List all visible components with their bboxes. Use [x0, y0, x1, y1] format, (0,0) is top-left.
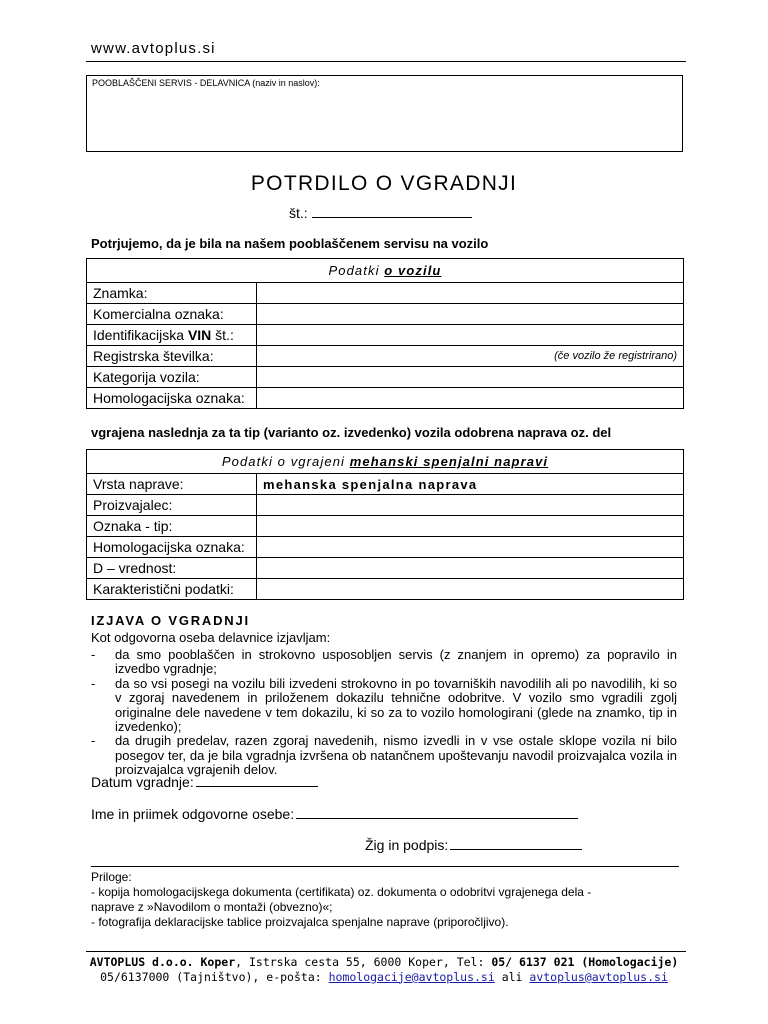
device-model-label: Oznaka - tip: — [87, 516, 257, 537]
list-item: naprave z »Navodilom o montaži (obvezno)«; — [91, 900, 333, 914]
table-row — [87, 537, 684, 558]
vehicle-vin-label: Identifikacijska VIN št.: — [87, 325, 257, 346]
responsible-person-label: Ime in priimek odgovorne osebe: — [91, 806, 295, 822]
vehicle-commercial-field[interactable] — [257, 304, 684, 325]
device-type-label: Vrsta naprave: — [87, 474, 257, 495]
stamp-signature — [365, 837, 582, 853]
vehicle-homologation-label: Homologacijska oznaka: — [87, 388, 257, 409]
list-item: - fotografija deklaracijske tablice proizvajalca spenjalne naprave (priporočljivo). — [91, 915, 509, 929]
device-d-value-label: D – vrednost: — [87, 558, 257, 579]
list-item: - da so vsi posegi na vozilu bili izvedeni strokovno in po tovarniških navodilih ali po navodilih, ki so v zgoraj navedenem in priloženem dokazilu tehnične odobritve. V vozilo smo vgradili zgolj originalne dele navedene v tem dokazilu, ki so za to vozilo homologirani (glede na znamko, tip in izvedenko); — [91, 675, 677, 735]
registration-note: (če vozilo že registrirano) — [554, 350, 677, 362]
list-item: - kopija homologacijskega dokumenta (certifikata) oz. dokumenta o odobritvi vgrajenega dela - — [91, 885, 592, 899]
device-type-value: mehanska spenjalna naprava — [263, 477, 478, 492]
table-row — [87, 579, 684, 600]
device-table-heading: Podatki o vgrajeni mehanski spenjalni napravi — [87, 450, 684, 474]
footer-line-1: AVTOPLUS d.o.o. Koper, Istrska cesta 55, 6000 Koper, Tel: 05/ 6137 021 (Homologacije) — [89, 955, 679, 969]
intro-statement: Potrjujemo, da je bila na našem pooblaščenem servisu na vozilo — [91, 236, 489, 251]
vehicle-table-heading: Podatki o vozilu — [87, 259, 684, 283]
table-row — [87, 367, 684, 388]
vehicle-commercial-label: Komercialna oznaka: — [87, 304, 257, 325]
attachments-divider — [91, 866, 679, 867]
service-info-label: POOBLAŠČENI SERVIS - DELAVNICA (naziv in naslov): — [92, 78, 320, 88]
stamp-signature-field[interactable] — [450, 837, 582, 850]
installation-date — [91, 774, 318, 790]
table-row — [87, 495, 684, 516]
vehicle-category-label: Kategorija vozila: — [87, 367, 257, 388]
device-homologation-field[interactable] — [257, 537, 684, 558]
vehicle-data-table — [86, 258, 684, 409]
device-characteristics-field[interactable] — [257, 579, 684, 600]
device-characteristics-label: Karakteristični podatki: — [87, 579, 257, 600]
vehicle-vin-field[interactable] — [257, 325, 684, 346]
footer-company: AVTOPLUS d.o.o. Koper — [89, 955, 236, 969]
attachments — [91, 870, 591, 930]
device-manufacturer-field[interactable] — [257, 495, 684, 516]
header-divider — [86, 61, 686, 62]
device-data-table — [86, 449, 684, 600]
footer-divider — [86, 951, 686, 952]
table-row — [87, 304, 684, 325]
table-row — [87, 346, 684, 367]
document-title: POTRDILO O VGRADNJI — [250, 172, 518, 195]
device-intro-statement: vgrajena naslednja za ta tip (varianto oz. izvedenko) vozila odobrena naprava oz. del — [91, 425, 612, 440]
installation-date-field[interactable] — [196, 774, 318, 787]
device-d-value-field[interactable] — [257, 558, 684, 579]
table-row — [87, 325, 684, 346]
service-info-box[interactable] — [86, 75, 683, 152]
footer-line-2: 05/6137000 (Tajništvo), e-pošta: homologacije@avtoplus.si ali avtoplus@avtoplus.si — [100, 969, 668, 984]
declaration-title: IZJAVA O VGRADNJI — [91, 613, 250, 628]
responsible-person-field[interactable] — [296, 806, 578, 819]
declaration-list — [91, 648, 677, 778]
table-row — [87, 558, 684, 579]
footer-phone: 05/ 6137 021 (Homologacije) — [491, 955, 679, 969]
footer — [0, 955, 768, 984]
stamp-signature-label: Žig in podpis: — [365, 837, 449, 853]
vehicle-homologation-field[interactable] — [257, 388, 684, 409]
list-item: - da drugih predelav, razen zgoraj navedenih, nismo izvedli in v vse ostale sklope vozila ni bilo posegov ter, da je bila vgradnja izvršena ob natančnem upoštevanju navodil proizvajalca vozila in proizvajalca vgrajenih delov. — [91, 733, 677, 778]
email-link-homologacije[interactable]: homologacije@avtoplus.si — [328, 969, 495, 984]
vehicle-registration-field[interactable] — [257, 346, 684, 367]
declaration-intro: Kot odgovorna oseba delavnice izjavljam: — [91, 630, 331, 645]
list-item: - da smo pooblaščen in strokovno usposobljen servis (z znanjem in opremo) za popravilo in izvedbo vgradnje; — [91, 647, 677, 677]
vehicle-category-field[interactable] — [257, 367, 684, 388]
table-row — [87, 474, 684, 495]
vehicle-registration-label: Registrska številka: — [87, 346, 257, 367]
installation-date-label: Datum vgradnje: — [91, 774, 194, 790]
email-link-avtoplus[interactable]: avtoplus@avtoplus.si — [529, 969, 668, 984]
header-website: www.avtoplus.si — [91, 40, 216, 57]
device-type-field[interactable] — [257, 474, 684, 495]
table-row — [87, 388, 684, 409]
certificate-number-label: št.: — [289, 205, 308, 221]
attachments-title: Priloge: — [91, 870, 132, 884]
device-homologation-label: Homologacijska oznaka: — [87, 537, 257, 558]
vehicle-brand-label: Znamka: — [87, 283, 257, 304]
table-row — [87, 283, 684, 304]
device-manufacturer-label: Proizvajalec: — [87, 495, 257, 516]
responsible-person — [91, 806, 578, 822]
vehicle-brand-field[interactable] — [257, 283, 684, 304]
certificate-number-field[interactable] — [312, 206, 472, 218]
device-model-field[interactable] — [257, 516, 684, 537]
table-row — [87, 516, 684, 537]
certificate-number — [289, 205, 472, 221]
